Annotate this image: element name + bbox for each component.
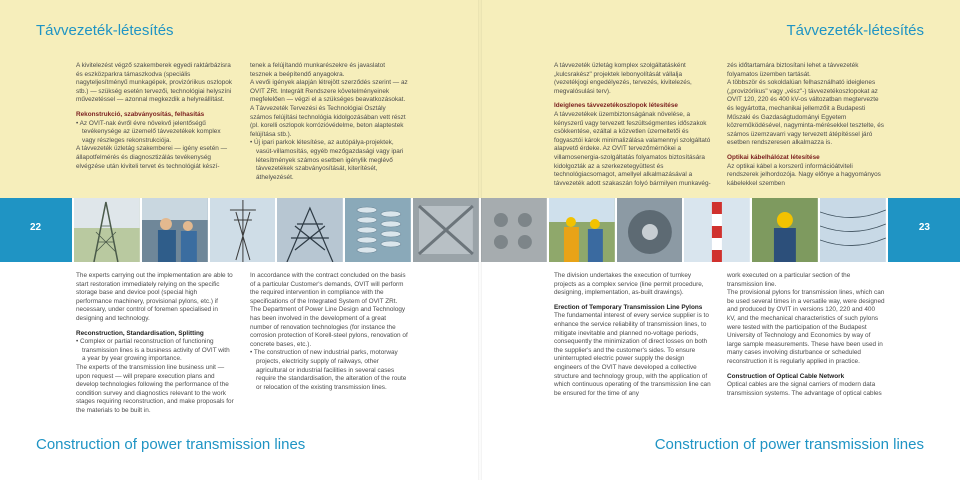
page-title-left: Távvezeték-létesítés [36,22,174,39]
hu-c3-heading: Ideiglenes távvezetékoszlopok létesítése [554,102,678,110]
workers-blue-photo [142,198,208,262]
steel-detail-photo [413,198,479,262]
hu-c1-bullet: • Az OVIT-nak évről évre növekvő jelentőségű tevékenysége az üzemelő távvezetékek komplex vagy részleges rekonstrukciója. [76,119,221,144]
yellow-text-area-right [480,52,960,198]
hu-column-2 [250,62,408,192]
hu-c1-paragraph: A kivitelezést végző szakemberek egyedi raktárbázisra és eszközparkra támaszkodva (speciális nagyteljesítményű munkagépek, provizóriikus oszlopok stb.) — szükség esetén tervezői, technológiai helyszíni művezetéssel — azonnal megkezdik a helyreállítást. [76,62,232,104]
technician-photo [752,198,818,262]
en-c2-paragraph: In accordance with the contract concluded on the basis of a particular Customer's demands, OVIT will perform the required intervention in compliance with the specifications of the Integrated System of OVIT ZRt. The Department of Power Line Design and Technology has been involved in the development of a great number of renovation technologies (for instance the corrosion protection of Korell-steel pylons, renovation of concrete bases, etc.). [250,272,408,348]
hu-c2-bullet: • Új ipari parkok létesítése, az autópálya-projektek, vasút-villamosítás, egyéb mezőgazdasági vagy ipari létesítmények számos esetben igénylik meglévő távvezetékek szabványosítását, kiterítését, áthelyezését. [250,139,404,181]
hu-c4-paragraph-2: A többször és sokoldalúan felhasználható ideiglenes („provizórikus" vagy „vész"-) távvezetékoszlopokat az OVIT 120, 220 és 400 kV-os változatban megtervezte és legyártotta, mechanikai jellemzőit a Budapesti Műszaki és Gazdaságtudományi Egyetem közreműködésével, nagyminta-mérésekkel tesztelte, és számos üzemzavarri vagy tervezett átépítéssel járó esetben rendszeresen alkalmazza is. [727,79,884,147]
hu-c4-paragraph: zés időtartamára biztosítani lehet a távvezeték folyamatos üzemben tartását. [727,62,859,78]
en-c4-heading: Construction of Optical Cable Network [727,372,845,380]
tower-top-photo [277,198,343,262]
lines-sky-photo [820,198,886,262]
page-number-right: 23 [918,222,930,233]
page-spine [478,0,482,480]
hu-c1-paragraph-2: A távvezeték üzletág szakemberei — igény esetén — állapotfelmérés és diagnosztizálás tevékenység elvégzése után kiviteli tervet és technológiát készí- [76,145,227,170]
en-column-2 [250,272,408,430]
en-column-4 [727,272,885,430]
hu-c3-paragraph-2: A távvezetékek üzembiztonságának növelése, a kényszerű vagy tervezett feszültségmentes időszakok csökkentése, ezáltal a közvetlen üzemeltetői és fogyasztói károk minimalizálása valamennyi szolgáltató alapvető érdeke. Az OVIT tervezőmérnökei a villamosenergia-szolgáltatás folyamatos biztosítására kidolgozták az a szerkezetegyüttest és technológiacsomagot, amellyel alkalmazásával a távvezeték adott szakaszán folyó bármilyen munkavég- [554,110,711,187]
workers-yellow-photo [549,198,615,262]
en-c4-paragraph-3: Optical cables are the signal carriers of modern data transmission systems. The advantage of optical cables [727,381,882,397]
en-c1-bullet: • Complex or partial reconstruction of functioning transmission lines is a business activity of OVIT with a year by year growing importance. [76,338,230,363]
en-c1-heading: Reconstruction, Standardisation, Splitting [76,329,204,337]
hu-c1-heading: Rekonstrukció, szabványosítás, felhasítás [76,110,205,118]
hu-c4-heading: Optikai kábelhálózat létesítése [727,153,820,161]
hu-column-3 [554,62,712,192]
page-title-right: Távvezeték-létesítés [786,22,924,39]
en-c3-heading: Erection of Temporary Transmission Line Pylons [554,303,703,311]
hu-c3-paragraph: A távvezeték üzletág komplex szolgáltatásként „kulcsrakész" projektek lebonyolítását vállalja (vezetékjogi engedélyezés, tervezés, kivitelezés, megvalósulási terv). [554,62,692,95]
page-number-left: 22 [30,222,42,233]
yellow-text-area-left [0,52,480,198]
en-column-1 [76,272,234,430]
footer-title-left: Construction of power transmission lines [36,436,306,453]
hu-c2-paragraph-2: A vevői igények alapján létrejött szerződés szerint — az OVIT ZRt. Integrált Rendszere követelményeinek megfelelően — végzi el a szükséges beavatkozásokat. A Távvezeték Tervezési és Technológiai Osztály számos felújítási technológia kidolgozásában vett részt (pl. korelli oszlopok korrózióvédelme, beton alaptestek felújítása stb.). [250,79,408,138]
lattice-tower-photo [74,198,140,262]
bolt-closeup-photo [481,198,547,262]
hu-c2-paragraph: tenek a felújítandó munkarészekre és javaslatot tesznek a beépítendő anyagokra. [250,62,385,78]
footer-title-right: Construction of power transmission lines [654,436,924,453]
cable-drum-photo [617,198,683,262]
en-c3-paragraph: The division undertakes the execution of turnkey projects as a complex service (line permit procedure, designing, implementation, as-built drawings). [554,272,704,297]
hu-c4-paragraph-3: Az optikai kábel a korszerű információátviteli rendszerek jelhordozója. Nagy előnye a hagyományos kábelekkel szemben [727,162,881,187]
hu-column-4 [727,62,885,192]
red-white-pylon-photo [684,198,750,262]
page-number-bar-right [888,198,960,262]
en-c2-bullet: • The construction of new industrial parks, motorway projects, electricity supply of railways, other agricultural or industrial facilities in several cases require the standardisation, the alteration of the route or relocation of the existing transmission lines. [250,349,407,391]
hu-column-1 [76,62,234,192]
insulator-closeup-photo [345,198,411,262]
en-c3-paragraph-2: The fundamental interest of every service supplier is to enhance the service reliability of transmission lines, to mitigate inevitable and planned no-voltage periods, consequently the minimization of direct losses on both the supplier's and the customer's sides. To ensure uninterrupted electric power supply the design engineers of the OVIT have developed a collective structure and technology group, with the application of which continuous operating of the transmission line can be ensured for the time of any [554,312,711,397]
en-column-3 [554,272,712,430]
page-number-bar-left [0,198,72,262]
en-c1-paragraph: The experts carrying out the implementation are able to start restoration immediately relying on the specific storage base and device pool (special high performance machinery, provisional pylons, etc.) if necessary, under control of foremen specialised in designing and technology. [76,272,233,322]
pylon-crane-photo [210,198,276,262]
en-c4-paragraph-2: The provisional pylons for transmission lines, which can be used several times in a versatile way, were designed and produced by OVIT in versions 120, 220 and 400 kV, and the mechanical characteristics of such pylons were tested with the participation of the Budapest University of Technology and Economics by way of large sample measurements. These have been used in many cases involving disturbance or scheduled reconstruction it is regularly applied in practice. [727,289,885,365]
en-c1-paragraph-2: The experts of the transmission line business unit — upon request — will prepare execution plans and develop technologies following the performance of the condition survey and diagnostics relevant to the work stages requiring reconstruction, and make proposals for the materials to be built in. [76,363,234,414]
en-c4-paragraph: work executed on a particular section of the transmission line. [727,272,851,288]
